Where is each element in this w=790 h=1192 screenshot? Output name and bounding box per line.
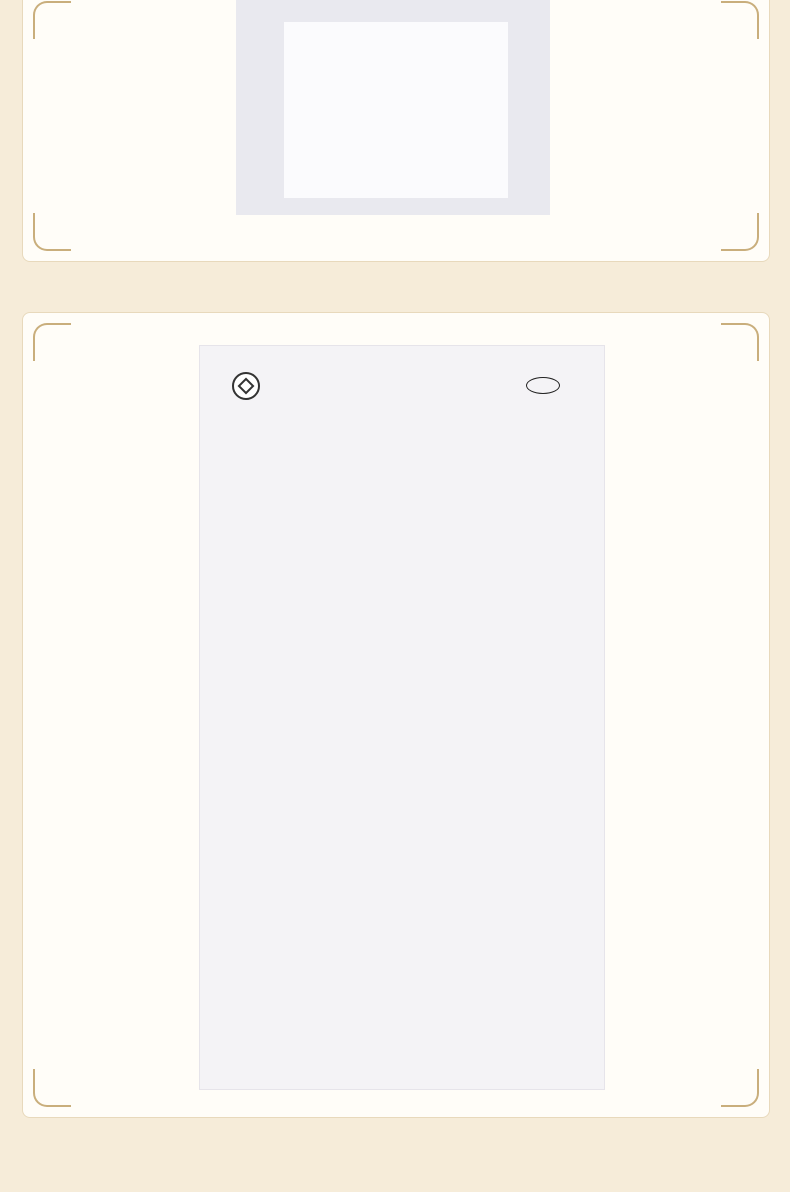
instruction-leaflet (199, 345, 605, 1090)
corner-ornament (721, 323, 759, 361)
corner-ornament (721, 1, 759, 39)
corner-ornament (33, 213, 71, 251)
brand-logo-icon (232, 372, 260, 400)
barcode (284, 22, 508, 198)
corner-ornament (33, 1, 71, 39)
corner-ornament (721, 213, 759, 251)
barcode-bars (294, 36, 494, 174)
corner-ornament (33, 323, 71, 361)
corner-ornament (721, 1069, 759, 1107)
corner-ornament (33, 1069, 71, 1107)
barcode-card (236, 0, 550, 215)
otc-badge (526, 377, 560, 394)
